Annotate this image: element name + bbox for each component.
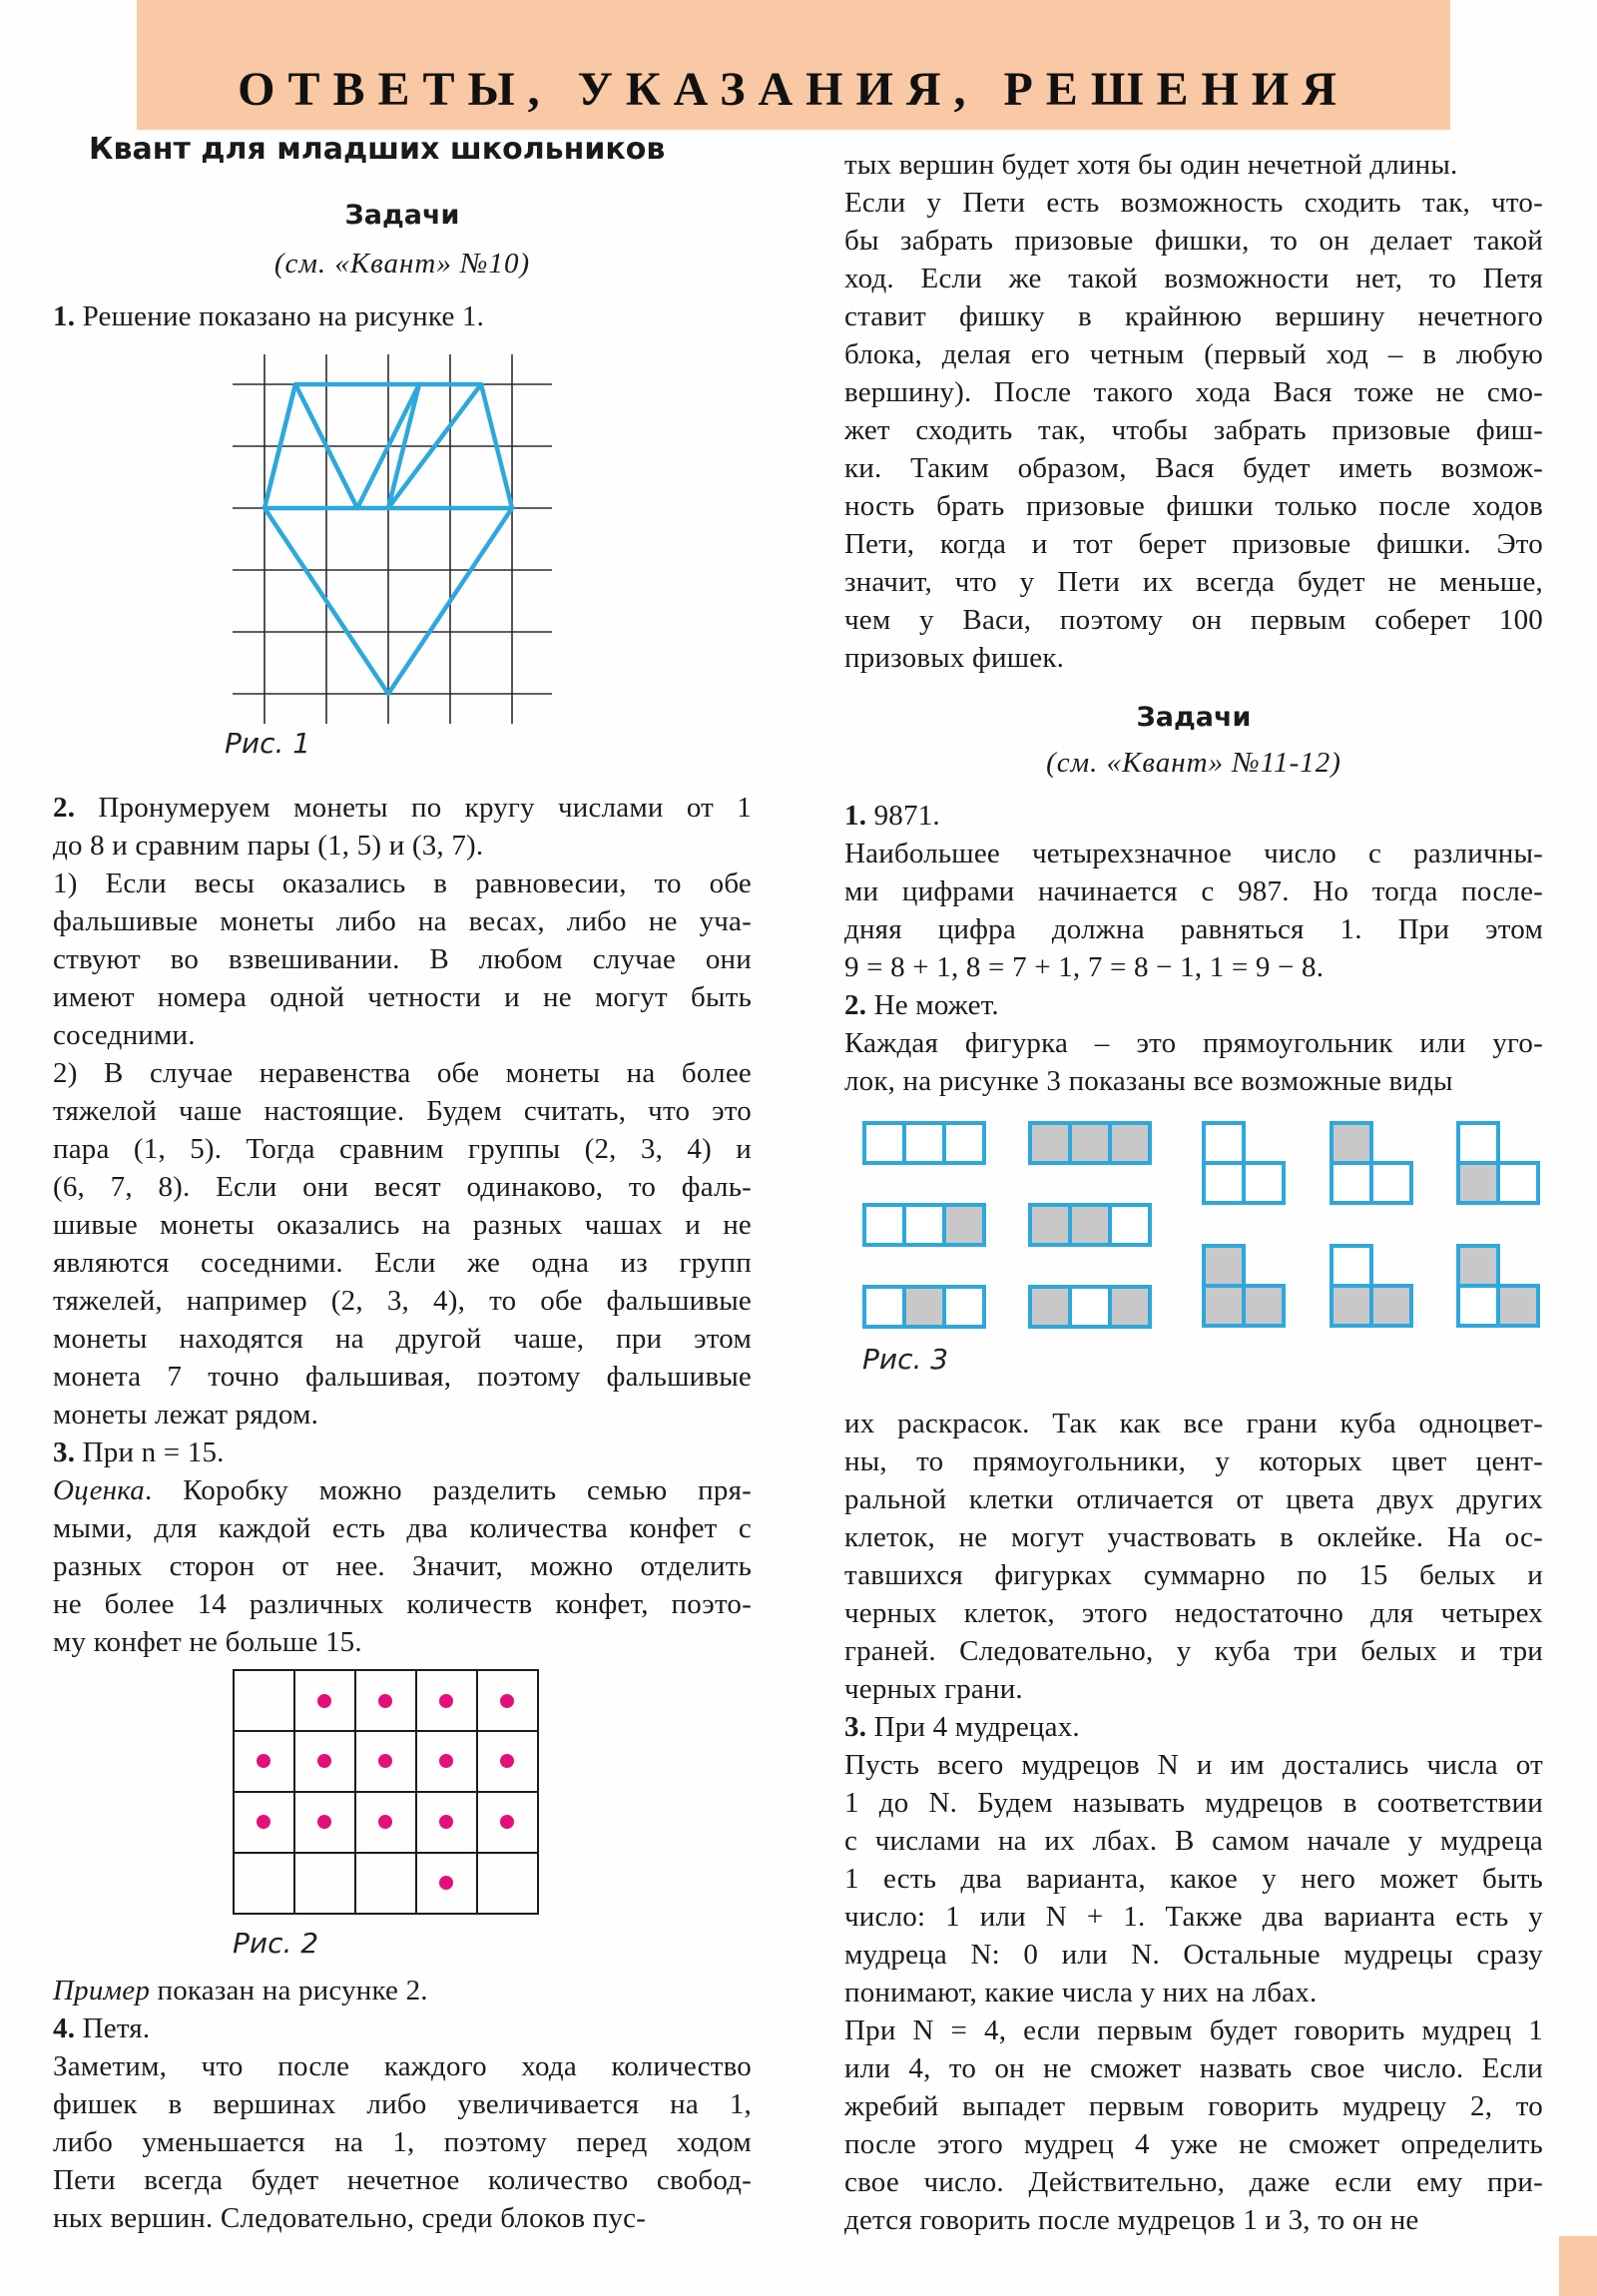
text-line: 1. 9871.	[844, 800, 940, 832]
text-line: ны, то прямоугольники, у которых цвет цент-	[844, 1445, 1543, 1477]
fig3-piece	[1204, 1123, 1284, 1203]
text-line: жребий выпадет первым говорить мудрецу 2, то	[844, 2090, 1543, 2122]
text-line: Пример показан на рисунке 2.	[53, 1975, 428, 2007]
text-line: мудреца N: 0 или N. Остальные мудрецы сразу	[844, 1939, 1543, 1971]
text-line: являются соседними. Если же одна из групп	[53, 1247, 752, 1279]
text-line: ми цифрами начинается с 987. Но тогда после-	[844, 875, 1543, 907]
fig3-cell-white	[1371, 1163, 1411, 1203]
fig1-grid	[233, 354, 552, 724]
text-line: до 8 и сравним пары (1, 5) и (3, 7).	[53, 830, 484, 861]
text-line: 3. При n = 15.	[53, 1436, 225, 1468]
text-line: 4. Петя.	[53, 2012, 151, 2044]
text-line: ствуют во взвешивании. В любом случае они	[53, 943, 752, 975]
text-line: или 4, то он не сможет назвать свое число. Если	[844, 2052, 1543, 2084]
left-text-block-a	[53, 297, 752, 335]
fig3-cell-dark	[1458, 1163, 1498, 1203]
text-line: тавшихся фигурках суммарно по 15 белых и	[844, 1559, 1543, 1591]
fig3-piece	[1030, 1287, 1150, 1327]
text-line: мыми, для каждой есть два количества конфет с	[53, 1512, 752, 1544]
text-line: понимают, какие числа у них на лбах.	[844, 1977, 1318, 2009]
text-line: Пусть всего мудрецов N и им достались числа от	[844, 1749, 1543, 1781]
text-line: Пети, когда и тот берет призовые фишки. Это	[844, 528, 1543, 560]
fig3-cell-dark	[1110, 1287, 1150, 1327]
fig3-cell-dark	[1371, 1286, 1411, 1326]
text-line: не более 14 различных количеств конфет, поэто-	[53, 1588, 752, 1620]
fig3-cell-dark	[944, 1205, 984, 1245]
text-line: чем у Васи, поэтому он первым соберет 100	[844, 604, 1543, 636]
candy-dot	[317, 1754, 331, 1768]
right-text-block-a	[844, 146, 1543, 677]
fig3-cell-dark	[1331, 1123, 1371, 1163]
text-line: разных сторон от нее. Значит, можно отделить	[53, 1550, 752, 1582]
text-line: соседними.	[53, 1019, 196, 1051]
text-line: ность брать призовые фишки только после ходов	[844, 490, 1543, 522]
fig3-piece	[864, 1287, 984, 1327]
banner-title: ОТВЕТЫ, УКАЗАНИЯ, РЕШЕНИЯ	[238, 63, 1349, 116]
text-line: после этого мудрец 4 уже не сможет определить	[844, 2128, 1543, 2160]
candy-dot	[439, 1876, 453, 1890]
text-line: жет сходить так, чтобы забрать призовые фиш-	[844, 414, 1543, 446]
text-line: бы забрать призовые фишки, то он делает такой	[844, 225, 1543, 257]
fig3-cell-white	[1070, 1287, 1110, 1327]
candy-dot	[317, 1694, 331, 1708]
fig3-cell-white	[864, 1205, 904, 1245]
fig3-piece	[1204, 1246, 1284, 1326]
fig3-cell-dark	[1030, 1287, 1070, 1327]
fig3-cell-white	[864, 1287, 904, 1327]
candy-dot	[500, 1694, 514, 1708]
candy-dot	[317, 1815, 331, 1829]
fig3-cell-dark	[1458, 1246, 1498, 1286]
candy-dot	[378, 1694, 392, 1708]
text-line: му конфет не больше 15.	[53, 1626, 362, 1658]
text-line: 2. Не может.	[844, 989, 999, 1021]
figure-3	[862, 1120, 1541, 1345]
text-line: Пети всегда будет нечетное количество свобод-	[53, 2164, 752, 2196]
page-corner-tab	[1559, 2236, 1597, 2296]
text-line: (6, 7, 8). Если они весят одинаково, то фаль-	[53, 1171, 752, 1203]
fig3-cell-dark	[1204, 1246, 1244, 1286]
left-text-block-b	[53, 789, 752, 1661]
text-line: 2) В случае неравенства обе монеты на более	[53, 1057, 752, 1089]
text-line: либо уменьшается на 1, поэтому перед ходом	[53, 2126, 752, 2158]
fig3-cell-white	[1458, 1123, 1498, 1163]
issue-reference: (см. «Квант» №10)	[273, 248, 531, 280]
text-line: 1. Решение показано на рисунке 1.	[53, 300, 485, 332]
text-line: Если у Пети есть возможность сходить так, что-	[844, 187, 1543, 219]
text-line: фишек в вершинах либо увеличивается на 1,	[53, 2088, 752, 2120]
fig3-cell-dark	[1030, 1205, 1070, 1245]
fig3-piece	[864, 1123, 984, 1163]
problems-heading-2: Задачи	[1136, 702, 1252, 733]
text-line: значит, что у Пети их всегда будет не меньше,	[844, 566, 1543, 598]
text-line: 3. При 4 мудрецах.	[844, 1711, 1080, 1743]
text-line: черных клеток, этого недостаточно для четырех	[844, 1597, 1543, 1629]
figure-2	[233, 1669, 542, 1919]
issue-reference-2: (см. «Квант» №11-12)	[1046, 747, 1341, 779]
fig3-cell-white	[1331, 1163, 1371, 1203]
fig3-cell-white	[864, 1123, 904, 1163]
fig3-cell-white	[1331, 1246, 1371, 1286]
fig3-cell-dark	[1498, 1286, 1538, 1326]
text-line: Заметим, что после каждого хода количество	[53, 2050, 752, 2082]
text-line: ных вершин. Следовательно, среди блоков пус-	[53, 2202, 647, 2234]
fig3-piece	[1030, 1123, 1150, 1163]
fig3-piece	[864, 1205, 984, 1245]
text-line: монеты находятся на другой чаше, при этом	[53, 1323, 752, 1355]
candy-dot	[439, 1815, 453, 1829]
fig3-cell-white	[1244, 1163, 1284, 1203]
fig3-cell-white	[1204, 1123, 1244, 1163]
fig3-cell-dark	[1030, 1123, 1070, 1163]
text-line: ки. Таким образом, Вася будет иметь возмож-	[844, 452, 1543, 484]
figure-1	[223, 354, 562, 724]
text-line: призовых фишек.	[844, 642, 1065, 674]
fig3-cell-white	[944, 1123, 984, 1163]
fig3-piece	[1030, 1205, 1150, 1245]
header-banner	[137, 0, 1450, 130]
candy-dot	[257, 1815, 270, 1829]
text-line: ральной клетки отличается от цвета двух других	[844, 1483, 1543, 1515]
candy-dot	[378, 1754, 392, 1768]
problems-heading: Задачи	[344, 200, 460, 231]
right-text-block-b	[844, 797, 1543, 1100]
text-line: пара (1, 5). Тогда сравним группы (2, 3, 4) и	[53, 1133, 752, 1165]
candy-dot	[378, 1815, 392, 1829]
fig3-cell-white	[944, 1287, 984, 1327]
text-line: 1 есть два варианта, какое у него может быть	[844, 1863, 1543, 1895]
text-line: тяжелой чаше настоящие. Будем считать, что это	[53, 1095, 752, 1127]
fig3-cell-white	[904, 1123, 944, 1163]
text-line: ставит фишку в крайнюю вершину нечетного	[844, 300, 1543, 332]
text-line: блока, делая его четным (первый ход – в любую	[844, 338, 1543, 370]
fig3-cell-white	[1458, 1286, 1498, 1326]
figure-3-caption: Рис. 3	[862, 1343, 949, 1376]
text-line: клеток, не могут участвовать в оклейке. На ос-	[844, 1521, 1543, 1553]
fig3-cell-white	[1498, 1163, 1538, 1203]
text-line: ход. Если же такой возможности нет, то Петя	[844, 263, 1543, 294]
fig3-cell-dark	[1070, 1123, 1110, 1163]
fig3-piece	[1458, 1246, 1538, 1326]
fig3-cell-dark	[1204, 1286, 1244, 1326]
figure-1-caption: Рис. 1	[225, 727, 311, 760]
fig3-cell-dark	[1070, 1205, 1110, 1245]
fig3-cell-dark	[1244, 1286, 1284, 1326]
candy-dot	[500, 1754, 514, 1768]
section-title: Квант для младших школьников	[89, 132, 666, 167]
figure-2-caption: Рис. 2	[233, 1927, 319, 1960]
text-line: 1 до N. Будем называть мудрецов в соответствии	[844, 1787, 1543, 1819]
text-line: имеют номера одной четности и не могут быть	[53, 981, 752, 1013]
text-line: число: 1 или N + 1. Также два варианта есть у	[844, 1901, 1543, 1933]
text-line: фальшивые монеты либо на весах, либо не уча-	[53, 905, 752, 937]
text-line: 9 = 8 + 1, 8 = 7 + 1, 7 = 8 − 1, 1 = 9 − 8.	[844, 951, 1325, 983]
fig3-cell-white	[904, 1205, 944, 1245]
text-line: лок, на рисунке 3 показаны все возможные виды	[844, 1065, 1453, 1097]
text-line: Наибольшее четырехзначное число с различны-	[844, 838, 1543, 869]
text-line: Каждая фигурка – это прямоугольник или уго-	[844, 1027, 1543, 1059]
fig3-cell-dark	[904, 1287, 944, 1327]
text-line: дется говорить после мудрецов 1 и 3, то он не	[844, 2204, 1419, 2236]
text-line: монета 7 точно фальшивая, поэтому фальшивые	[53, 1361, 752, 1393]
fig3-piece	[1331, 1123, 1411, 1203]
text-line: При N = 4, если первым будет говорить мудрец 1	[844, 2014, 1543, 2046]
fig3-cell-white	[1204, 1163, 1244, 1203]
text-line: 1) Если весы оказались в равновесии, то обе	[53, 867, 752, 899]
text-line: 2. Пронумеруем монеты по кругу числами от 1	[53, 792, 752, 824]
fig3-cell-dark	[1110, 1123, 1150, 1163]
text-line: черных грани.	[844, 1673, 1023, 1705]
candy-dot	[500, 1815, 514, 1829]
text-line: тых вершин будет хотя бы один нечетной длины.	[844, 149, 1458, 181]
text-line: тяжелей, например (2, 3, 4), то обе фальшивые	[53, 1285, 752, 1317]
text-line: Оценка. Коробку можно разделить семью пря-	[53, 1474, 752, 1506]
fig3-piece	[1331, 1246, 1411, 1326]
text-line: дняя цифра должна равняться 1. При этом	[844, 913, 1543, 945]
text-line: монеты лежат рядом.	[53, 1399, 319, 1431]
left-text-block-c	[53, 1972, 752, 2237]
fig3-cell-dark	[1331, 1286, 1371, 1326]
fig3-cell-white	[1110, 1205, 1150, 1245]
text-line: свое число. Действительно, даже если ему при-	[844, 2166, 1543, 2198]
text-line: шивые монеты оказались на разных чашах и не	[53, 1209, 752, 1241]
candy-dot	[257, 1754, 270, 1768]
text-line: вершину). После такого хода Вася тоже не смо-	[844, 376, 1543, 408]
fig3-piece	[1458, 1123, 1538, 1203]
right-text-block-c	[844, 1405, 1543, 2239]
text-line: с числами на их лбах. В самом начале у мудреца	[844, 1825, 1543, 1857]
candy-dot	[439, 1694, 453, 1708]
text-line: граней. Следовательно, у куба три белых и три	[844, 1635, 1543, 1667]
text-line: их раскрасок. Так как все грани куба одноцвет-	[844, 1408, 1543, 1439]
candy-dot	[439, 1754, 453, 1768]
